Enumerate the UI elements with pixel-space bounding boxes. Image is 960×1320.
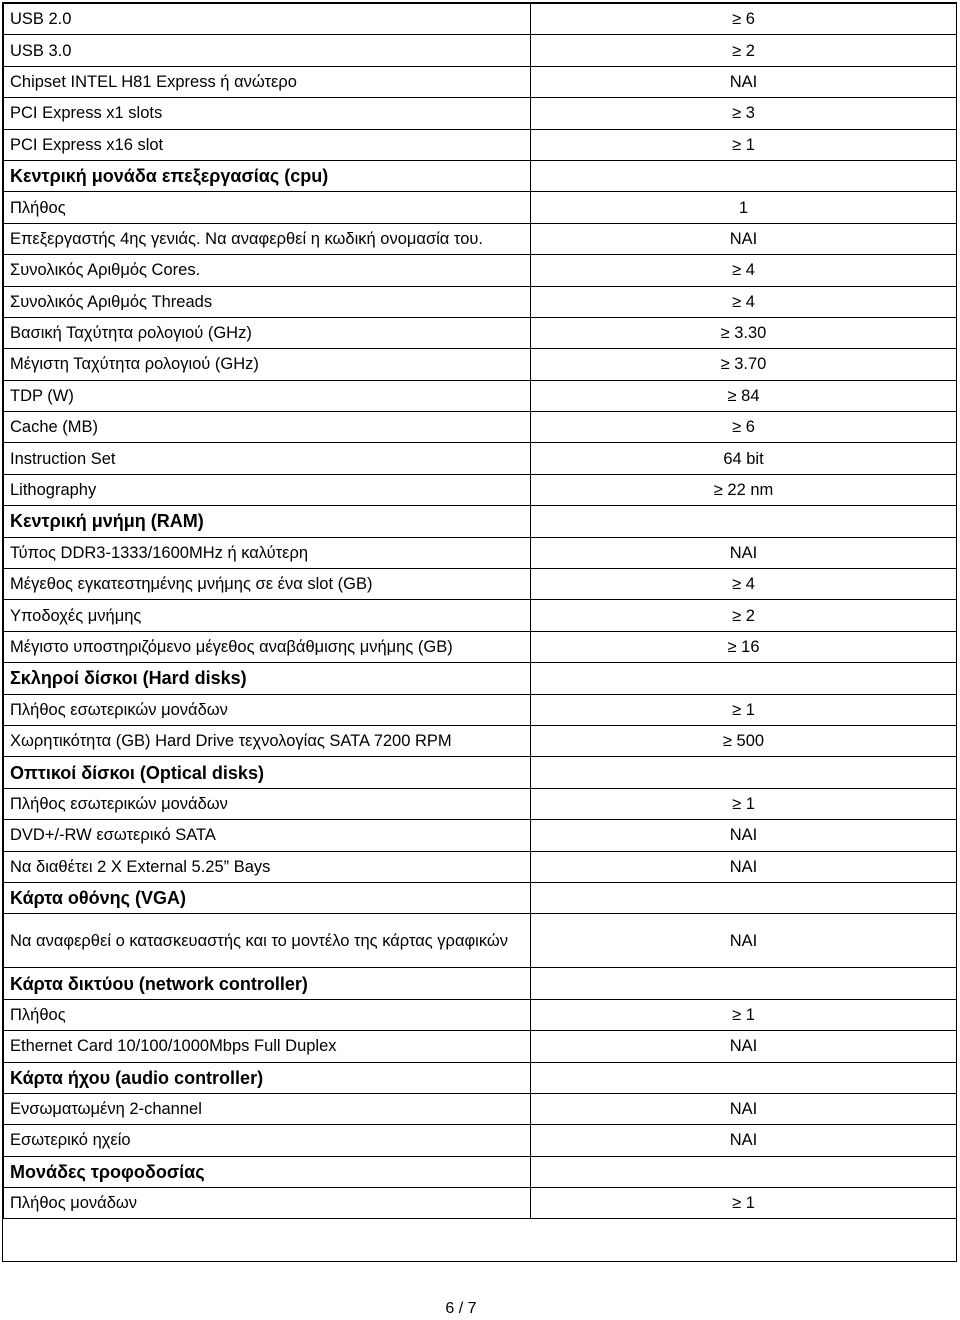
spec-row <box>4 537 957 568</box>
spec-label: Μέγιστο υποστηριζόμενο μέγεθος αναβάθμισης μνήμης (GB) <box>4 631 531 662</box>
section-title: Κεντρική μονάδα επεξεργασίας (cpu) <box>4 160 531 191</box>
spec-row <box>4 255 957 286</box>
spec-row <box>4 1188 957 1219</box>
spec-label: PCI Express x16 slot <box>4 129 531 160</box>
spec-label: Lithography <box>4 474 531 505</box>
spec-value: ΝΑΙ <box>729 1131 758 1150</box>
spec-row <box>4 600 957 631</box>
spec-row <box>4 66 957 97</box>
section-header-row <box>4 1156 957 1187</box>
spec-row <box>4 788 957 819</box>
spec-label: Συνολικός Αριθμός Threads <box>4 286 531 317</box>
spec-row <box>4 380 957 411</box>
spec-value: ΝΑΙ <box>729 826 758 845</box>
spec-value-cell <box>531 160 957 191</box>
section-title: Σκληροί δίσκοι (Hard disks) <box>4 663 531 694</box>
spec-label: Μέγιστη Ταχύτητα ρολογιού (GHz) <box>4 349 531 380</box>
spec-value: ≥ 84 <box>727 386 760 405</box>
spec-value-cell <box>531 223 957 254</box>
spec-label: Εσωτερικό ηχείο <box>4 1125 531 1156</box>
spec-value-cell <box>531 474 957 505</box>
section-title: Μονάδες τροφοδοσίας <box>4 1156 531 1187</box>
spec-row <box>4 98 957 129</box>
spec-value: ≥ 1 <box>732 794 755 813</box>
spec-value: 64 bit <box>723 449 764 468</box>
page-number: 6 / 7 <box>445 1300 477 1317</box>
section-header-row <box>4 1062 957 1093</box>
spec-label: Επεξεργαστής 4ης γενιάς. Να αναφερθεί η κωδική ονομασία του. <box>4 223 531 254</box>
spec-value-cell <box>531 882 957 913</box>
spec-row <box>4 443 957 474</box>
spec-value-cell <box>531 968 957 999</box>
section-header-row <box>4 506 957 537</box>
spec-row <box>4 694 957 725</box>
spec-label: USB 3.0 <box>4 35 531 66</box>
spec-value-cell <box>531 537 957 568</box>
spec-value: ≥ 2 <box>732 41 755 60</box>
spec-row <box>4 914 957 968</box>
section-header-row <box>4 757 957 788</box>
section-title: Κάρτα ήχου (audio controller) <box>4 1062 531 1093</box>
spec-value: ΝΑΙ <box>729 72 758 91</box>
spec-label: Πλήθος μονάδων <box>4 1188 531 1219</box>
spec-value-cell <box>531 999 957 1030</box>
spec-label: PCI Express x1 slots <box>4 98 531 129</box>
spec-value: ≥ 2 <box>732 606 755 625</box>
spec-value-cell <box>531 914 957 968</box>
spec-value: ΝΑΙ <box>729 857 758 876</box>
spec-row <box>4 35 957 66</box>
spec-value: ΝΑΙ <box>729 543 758 562</box>
section-header-row <box>4 968 957 999</box>
spec-value: ≥ 1 <box>732 1005 755 1024</box>
section-header-row <box>4 882 957 913</box>
spec-value-cell <box>531 1125 957 1156</box>
spec-label: Ενσωματωμένη 2-channel <box>4 1093 531 1124</box>
spec-value: ≥ 4 <box>732 575 755 594</box>
spec-table-body <box>4 4 957 1219</box>
spec-label: Πλήθος <box>4 192 531 223</box>
spec-value: ≥ 1 <box>732 700 755 719</box>
section-header-row <box>4 663 957 694</box>
spec-row <box>4 286 957 317</box>
spec-value-cell <box>531 820 957 851</box>
spec-value-cell <box>531 1156 957 1187</box>
spec-value: ≥ 4 <box>732 292 755 311</box>
spec-value: ≥ 3 <box>732 104 755 123</box>
spec-value-cell <box>531 317 957 348</box>
spec-label: Πλήθος <box>4 999 531 1030</box>
spec-row <box>4 192 957 223</box>
spec-label: Υποδοχές μνήμης <box>4 600 531 631</box>
section-header-row <box>4 160 957 191</box>
spec-row <box>4 569 957 600</box>
spec-label: Συνολικός Αριθμός Cores. <box>4 255 531 286</box>
spec-value-cell <box>531 443 957 474</box>
spec-row <box>4 317 957 348</box>
spec-row <box>4 412 957 443</box>
spec-row <box>4 851 957 882</box>
spec-row <box>4 223 957 254</box>
spec-label: Cache (MB) <box>4 412 531 443</box>
spec-row <box>4 129 957 160</box>
spec-value-cell <box>531 1093 957 1124</box>
spec-value: ΝΑΙ <box>729 1037 758 1056</box>
spec-value-cell <box>531 380 957 411</box>
spec-row <box>4 999 957 1030</box>
spec-row <box>4 474 957 505</box>
spec-sheet <box>2 2 957 1262</box>
spec-value-cell <box>531 192 957 223</box>
spec-value-cell <box>531 286 957 317</box>
spec-value-cell <box>531 725 957 756</box>
spec-row <box>4 1031 957 1062</box>
spec-value: 1 <box>738 198 749 217</box>
spec-value: ΝΑΙ <box>729 931 758 950</box>
spec-label: Να αναφερθεί ο κατασκευαστής και το μοντέλο της κάρτας γραφικών <box>4 914 531 968</box>
spec-value-cell <box>531 98 957 129</box>
spec-label: Να διαθέτει 2 X External 5.25” Bays <box>4 851 531 882</box>
spec-label: USB 2.0 <box>4 4 531 35</box>
spec-value-cell <box>531 349 957 380</box>
spec-row <box>4 820 957 851</box>
spec-row <box>4 4 957 35</box>
spec-value: ≥ 1 <box>732 1194 755 1213</box>
spec-value-cell <box>531 129 957 160</box>
spec-row <box>4 725 957 756</box>
spec-label: Χωρητικότητα (GB) Hard Drive τεχνολογίας SATA 7200 RPM <box>4 725 531 756</box>
spec-label: DVD+/-RW εσωτερικό SATA <box>4 820 531 851</box>
spec-value: ≥ 500 <box>722 732 765 751</box>
spec-value: ≥ 1 <box>732 135 755 154</box>
spec-label: Μέγεθος εγκατεστημένης μνήμης σε ένα slot (GB) <box>4 569 531 600</box>
spec-value: ≥ 3.70 <box>720 355 767 374</box>
spec-value-cell <box>531 851 957 882</box>
spec-value-cell <box>531 506 957 537</box>
spec-value-cell <box>531 412 957 443</box>
spec-label: Ethernet Card 10/100/1000Mbps Full Duplex <box>4 1031 531 1062</box>
spec-value-cell <box>531 631 957 662</box>
spec-value-cell <box>531 788 957 819</box>
spec-row <box>4 631 957 662</box>
spec-value: ≥ 4 <box>732 261 755 280</box>
section-title: Κεντρική μνήμη (RAM) <box>4 506 531 537</box>
spec-value: ΝΑΙ <box>729 1100 758 1119</box>
spec-label: Πλήθος εσωτερικών μονάδων <box>4 788 531 819</box>
spec-label: Τύπος DDR3-1333/1600MHz ή καλύτερη <box>4 537 531 568</box>
spec-label: Πλήθος εσωτερικών μονάδων <box>4 694 531 725</box>
spec-row <box>4 349 957 380</box>
spec-value: ≥ 3.30 <box>720 324 767 343</box>
spec-value-cell <box>531 757 957 788</box>
spec-value-cell <box>531 35 957 66</box>
spec-value-cell <box>531 1188 957 1219</box>
spec-value-cell <box>531 4 957 35</box>
spec-label: Instruction Set <box>4 443 531 474</box>
section-title: Κάρτα οθόνης (VGA) <box>4 882 531 913</box>
spec-value: ≥ 6 <box>732 10 755 29</box>
spec-value-cell <box>531 694 957 725</box>
spec-value: ≥ 6 <box>732 418 755 437</box>
spec-table <box>3 3 957 1219</box>
spec-row <box>4 1125 957 1156</box>
spec-value: ΝΑΙ <box>729 229 758 248</box>
spec-value-cell <box>531 1062 957 1093</box>
spec-value-cell <box>531 663 957 694</box>
section-title: Οπτικοί δίσκοι (Optical disks) <box>4 757 531 788</box>
spec-value-cell <box>531 1031 957 1062</box>
spec-value-cell <box>531 66 957 97</box>
spec-row <box>4 1093 957 1124</box>
section-title: Κάρτα δικτύου (network controller) <box>4 968 531 999</box>
spec-value: ≥ 22 nm <box>713 481 774 500</box>
spec-label: Βασική Ταχύτητα ρολογιού (GHz) <box>4 317 531 348</box>
spec-value-cell <box>531 600 957 631</box>
spec-label: Chipset INTEL H81 Express ή ανώτερο <box>4 66 531 97</box>
spec-value-cell <box>531 255 957 286</box>
spec-value: ≥ 16 <box>727 638 760 656</box>
spec-value-cell <box>531 569 957 600</box>
spec-label: TDP (W) <box>4 380 531 411</box>
